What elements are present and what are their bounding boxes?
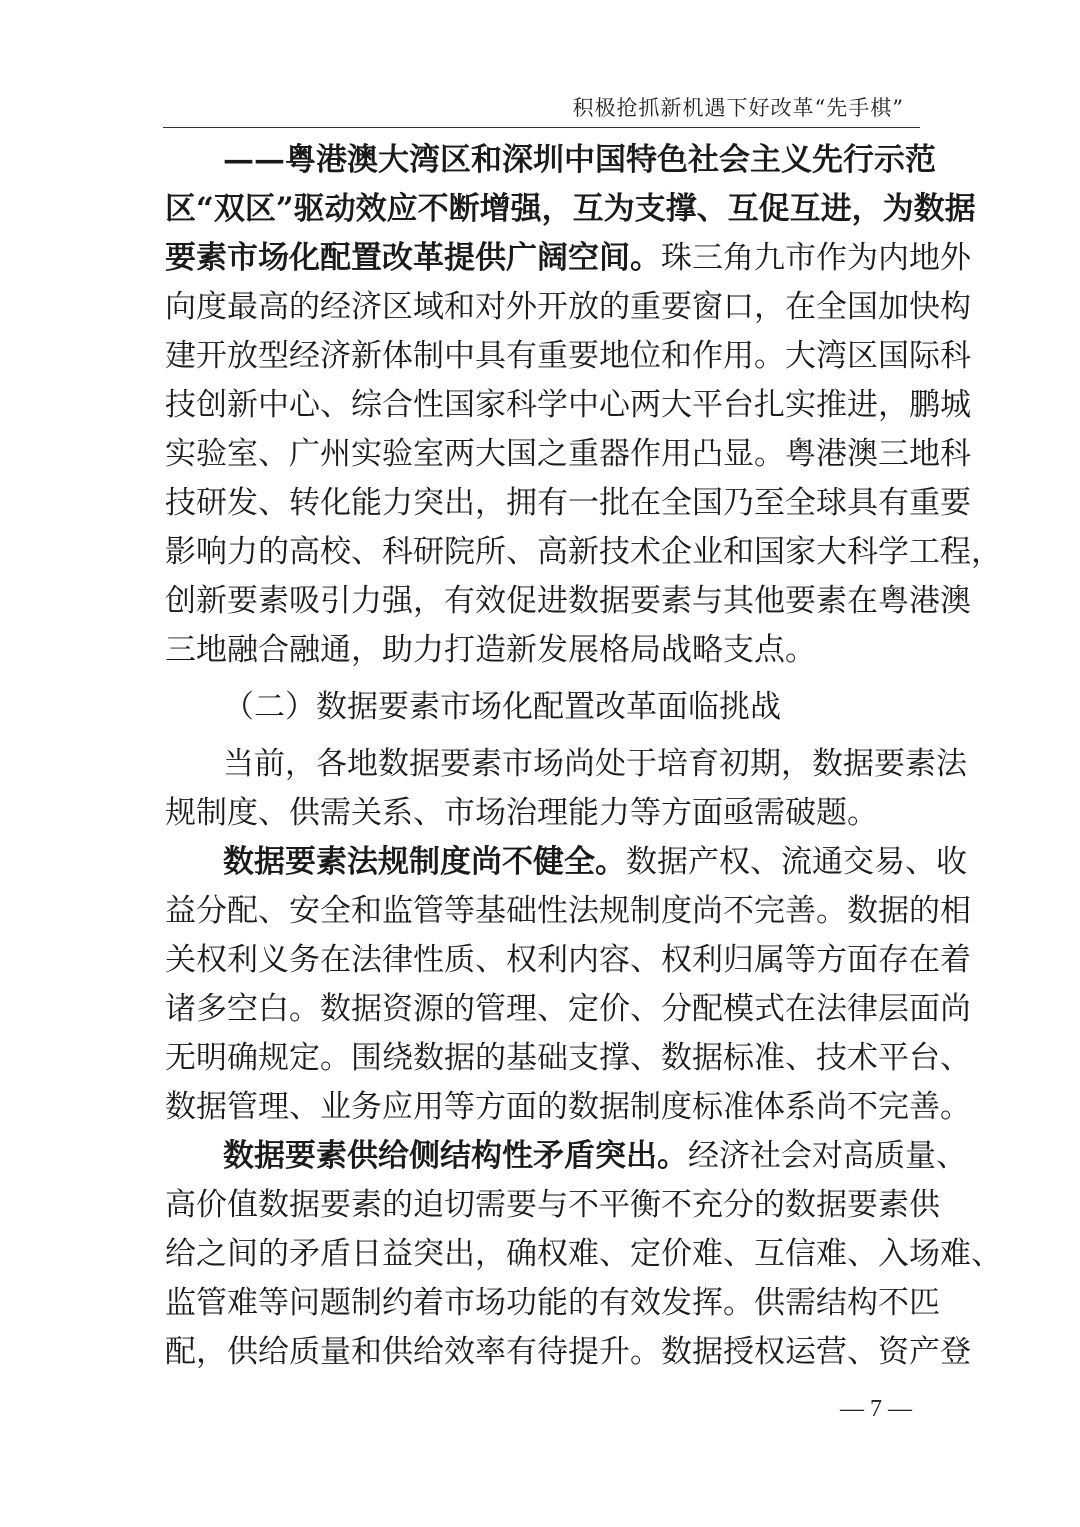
text-line: 三地融合融通，助力打造新发展格局战略支点。 [165, 632, 816, 668]
text-line: 配，供给质量和供给效率有待提升。数据授权运营、资产登 [165, 1334, 971, 1370]
text-line: 给之间的矛盾日益突出，确权难、定价难、互信难、入场难、 [165, 1236, 1002, 1272]
text-line [165, 838, 967, 887]
text-line: 创新要素吸引力强，有效促进数据要素与其他要素在粤港澳 [165, 583, 971, 619]
text-line: 建开放型经济新体制中具有重要地位和作用。大湾区国际科 [165, 338, 971, 374]
text-line: 规制度、供需关系、市场治理能力等方面亟需破题。 [165, 795, 878, 831]
text-line: 影响力的高校、科研院所、高新技术企业和国家大科学工程， [165, 534, 1002, 570]
page-number: — 7 — [840, 1396, 912, 1422]
text-line: 益分配、安全和监管等基础性法规制度尚不完善。数据的相 [165, 893, 971, 929]
header-divider [163, 127, 920, 128]
text-line: 技研发、转化能力突出，拥有一批在全国乃至全球具有重要 [165, 485, 971, 521]
text-line: 监管难等问题制约着市场功能的有效发挥。供需结构不匹 [165, 1285, 940, 1321]
bold-lead-text: 要素市场化配置改革提供广阔空间。 [165, 240, 661, 276]
text-line: 区“双区”驱动效应不断增强，互为支撑、互促互进，为数据 [165, 191, 976, 227]
body-text [165, 136, 1002, 1377]
text-line: 实验室、广州实验室两大国之重器作用凸显。粤港澳三地科 [165, 436, 971, 472]
text-line: 关权利义务在法律性质、权利内容、权利归属等方面存在着 [165, 942, 971, 978]
text-line: 技创新中心、综合性国家科学中心两大平台扎实推进，鹏城 [165, 387, 971, 423]
text-line: 向度最高的经济区域和对外开放的重要窗口，在全国加快构 [165, 289, 971, 325]
bold-lead-text: 数据要素法规制度尚不健全。 [223, 844, 626, 880]
running-header: 积极抢抓新机遇下好改革“先手棋” [572, 96, 904, 120]
text-run: 数据产权、流通交易、收 [626, 844, 967, 880]
text-run: 经济社会对高质量、 [688, 1138, 967, 1174]
text-line: 当前，各地数据要素市场尚处于培育初期，数据要素法 [223, 746, 967, 782]
text-line: 高价值数据要素的迫切需要与不平衡不充分的数据要素供 [165, 1187, 940, 1223]
text-line: 无明确规定。围绕数据的基础支撑、数据标准、技术平台、 [165, 1040, 971, 1076]
text-line [165, 1132, 967, 1181]
bold-lead-text: 数据要素供给侧结构性矛盾突出。 [223, 1138, 688, 1174]
text-line: ——粤港澳大湾区和深圳中国特色社会主义先行示范 [223, 142, 936, 178]
text-line [165, 234, 971, 283]
text-line: 数据管理、业务应用等方面的数据制度标准体系尚不完善。 [165, 1089, 971, 1125]
text-run: 珠三角九市作为内地外 [661, 240, 971, 276]
section-subheading: （二）数据要素市场化配置改革面临挑战 [223, 689, 781, 725]
text-line: 诸多空白。数据资源的管理、定价、分配模式在法律层面尚 [165, 991, 971, 1027]
